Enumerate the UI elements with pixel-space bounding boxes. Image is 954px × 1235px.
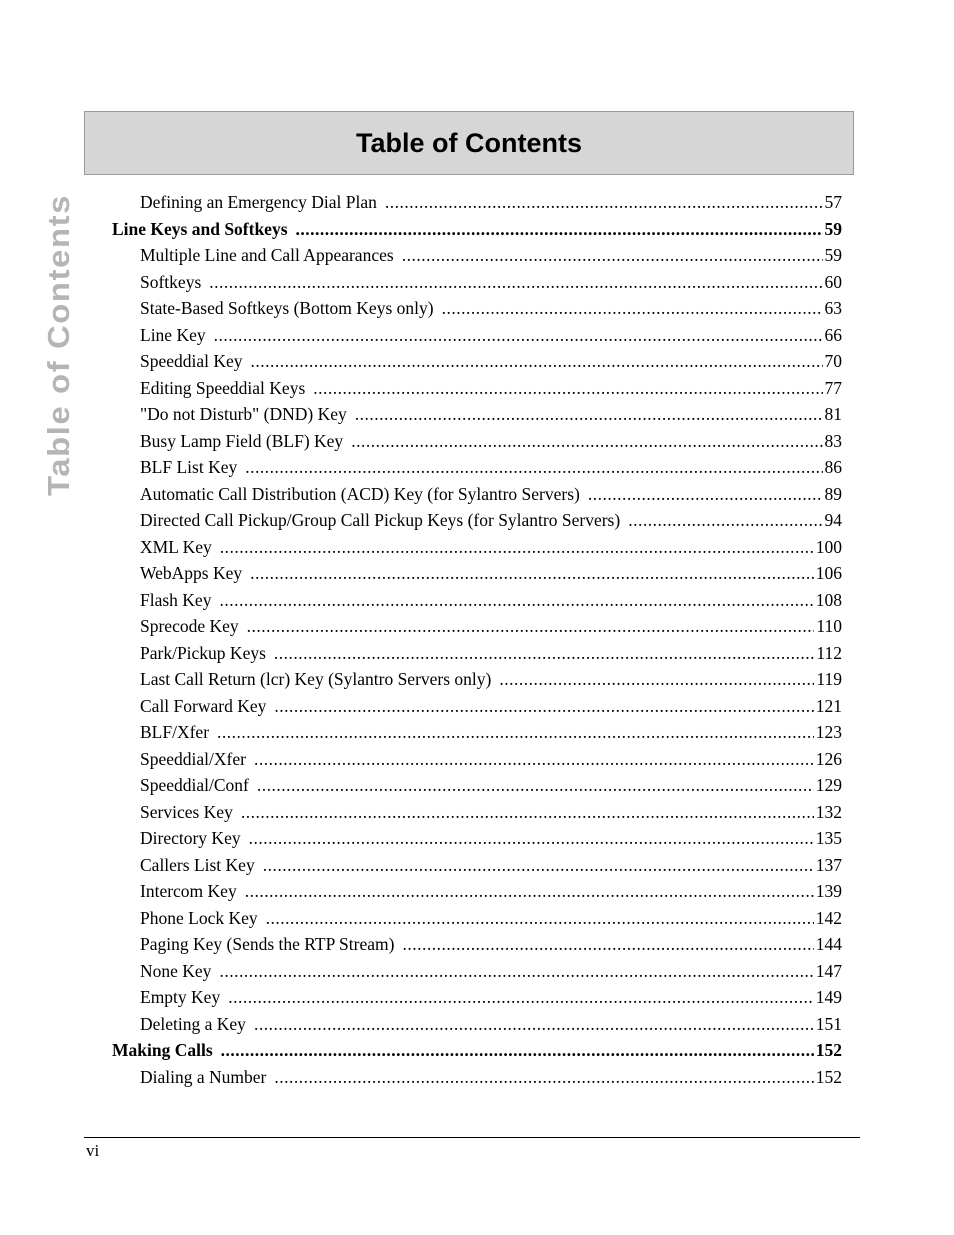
toc-dot-leader [245,878,814,905]
toc-dot-leader [266,905,814,932]
toc-dot-leader [241,799,814,826]
toc-entry-page: 142 [815,907,842,928]
toc-subsection-entry[interactable] [112,958,842,985]
toc-list [112,189,842,1090]
toc-dot-leader [355,401,823,428]
title-banner [84,111,854,175]
toc-entry-title: Dialing a Number [140,1066,267,1087]
toc-section-entry[interactable] [112,216,842,243]
toc-entry-title: Intercom Key [140,881,237,901]
toc-entry-title: None Key [140,960,212,981]
toc-dot-leader [220,534,814,561]
toc-dot-leader [247,613,815,640]
toc-dot-leader [209,269,822,296]
toc-entry-page: 137 [815,854,842,875]
toc-entry-page: 70 [824,351,842,371]
toc-subsection-entry[interactable] [112,1011,842,1038]
toc-entry-title: Empty Key [140,987,221,1007]
toc-entry-title: Directed Call Pickup/Group Call Pickup Keys (for Sylantro Servers) [140,510,621,530]
toc-entry-page: 119 [816,669,842,689]
toc-subsection-entry[interactable] [112,507,842,534]
toc-entry-page: 100 [815,536,842,557]
toc-subsection-entry[interactable] [112,534,842,561]
toc-subsection-entry[interactable] [112,852,842,879]
toc-entry-page: 151 [815,1013,842,1034]
toc-subsection-entry[interactable] [112,1064,842,1091]
toc-entry-page: 144 [815,934,842,954]
toc-subsection-entry[interactable] [112,825,842,852]
toc-entry-title: Softkeys [140,271,202,292]
toc-dot-leader [250,560,814,587]
toc-subsection-entry[interactable] [112,772,842,799]
toc-dot-leader [251,348,823,375]
toc-entry-page: 83 [824,430,842,451]
toc-subsection-entry[interactable] [112,640,842,667]
toc-entry-title: Paging Key (Sends the RTP Stream) [140,934,395,954]
toc-entry-title: Deleting a Key [140,1013,246,1034]
toc-entry-title: Multiple Line and Call Appearances [140,245,394,265]
toc-entry-title: Services Key [140,801,233,822]
toc-entry-title: Busy Lamp Field (BLF) Key [140,430,344,451]
toc-dot-leader [402,242,823,269]
page-title: Table of Contents [356,127,582,158]
toc-section-entry[interactable] [112,1037,842,1064]
toc-entry-title: Line Keys and Softkeys [112,218,288,239]
toc-dot-leader [385,189,823,216]
toc-dot-leader [402,931,813,958]
toc-entry-page: 123 [815,722,842,742]
toc-subsection-entry[interactable] [112,428,842,455]
toc-dot-leader [296,216,823,243]
toc-subsection-entry[interactable] [112,242,842,269]
toc-entry-page: 139 [815,881,842,901]
toc-subsection-entry[interactable] [112,322,842,349]
toc-entry-page: 77 [824,377,842,398]
toc-subsection-entry[interactable] [112,560,842,587]
toc-subsection-entry[interactable] [112,189,842,216]
toc-entry-title: Speeddial Key [140,351,243,371]
toc-entry-title: BLF/Xfer [140,722,210,742]
toc-subsection-entry[interactable] [112,693,842,720]
toc-entry-page: 106 [815,563,842,583]
toc-entry-title: Call Forward Key [140,695,267,716]
toc-entry-page: 129 [815,775,842,795]
toc-subsection-entry[interactable] [112,348,842,375]
toc-subsection-entry[interactable] [112,295,842,322]
toc-dot-leader [228,984,814,1011]
toc-entry-title: Callers List Key [140,854,255,875]
toc-dot-leader [274,640,814,667]
toc-entry-page: 57 [824,192,842,212]
toc-entry-title: XML Key [140,536,212,557]
toc-dot-leader [214,322,823,349]
toc-subsection-entry[interactable] [112,401,842,428]
toc-dot-leader [219,958,813,985]
toc-entry-page: 112 [816,642,842,663]
toc-subsection-entry[interactable] [112,666,842,693]
toc-subsection-entry[interactable] [112,719,842,746]
toc-entry-title: WebApps Key [140,563,243,583]
toc-dot-leader [274,693,813,720]
toc-dot-leader [499,666,814,693]
toc-dot-leader [274,1064,813,1091]
toc-entry-page: 135 [815,828,842,848]
footer-divider [84,1137,860,1138]
toc-entry-title: Speeddial/Xfer [140,748,246,769]
toc-subsection-entry[interactable] [112,375,842,402]
toc-entry-title: Flash Key [140,589,212,610]
toc-entry-page: 89 [824,483,842,504]
toc-entry-title: Defining an Emergency Dial Plan [140,192,377,212]
toc-dot-leader [254,1011,814,1038]
toc-entry-title: Sprecode Key [140,616,239,636]
toc-subsection-entry[interactable] [112,931,842,958]
toc-dot-leader [221,1037,814,1064]
toc-dot-leader [351,428,822,455]
toc-dot-leader [217,719,814,746]
toc-entry-page: 86 [824,457,842,477]
toc-entry-title: State-Based Softkeys (Bottom Keys only) [140,298,434,318]
toc-entry-title: Making Calls [112,1040,213,1060]
toc-entry-page: 59 [824,245,842,265]
toc-entry-title: Park/Pickup Keys [140,642,266,663]
toc-entry-title: Speeddial/Conf [140,775,249,795]
toc-entry-page: 132 [815,801,842,822]
toc-entry-title: BLF List Key [140,457,238,477]
toc-entry-title: Line Key [140,324,206,345]
toc-subsection-entry[interactable] [112,613,842,640]
toc-entry-page: 126 [815,748,842,769]
toc-dot-leader [442,295,823,322]
toc-entry-page: 149 [815,987,842,1007]
toc-entry-title: Phone Lock Key [140,907,258,928]
toc-entry-page: 94 [824,510,842,530]
toc-dot-leader [254,746,814,773]
toc-entry-title: Editing Speeddial Keys [140,377,306,398]
toc-dot-leader [249,825,814,852]
toc-entry-page: 66 [824,324,842,345]
toc-entry-title: "Do not Disturb" (DND) Key [140,404,347,424]
toc-subsection-entry[interactable] [112,587,842,614]
side-tab-text: Table of Contents [41,211,76,496]
toc-entry-page: 110 [816,616,842,636]
toc-dot-leader [219,587,813,614]
toc-dot-leader [263,852,814,879]
side-tab-label [38,190,78,500]
toc-subsection-entry[interactable] [112,746,842,773]
toc-subsection-entry[interactable] [112,481,842,508]
toc-entry-page: 63 [824,298,842,318]
toc-subsection-entry[interactable] [112,878,842,905]
footer-page-number: vi [86,1141,100,1160]
toc-entry-page: 60 [824,271,842,292]
toc-entry-page: 81 [824,404,842,424]
toc-dot-leader [257,772,814,799]
toc-subsection-entry[interactable] [112,799,842,826]
toc-dot-leader [245,454,822,481]
toc-entry-title: Last Call Return (lcr) Key (Sylantro Servers only) [140,669,492,689]
toc-entry-page: 152 [815,1040,842,1060]
toc-subsection-entry[interactable] [112,905,842,932]
toc-dot-leader [588,481,823,508]
toc-entry-page: 108 [815,589,842,610]
toc-entry-title: Directory Key [140,828,241,848]
toc-subsection-entry[interactable] [112,269,842,296]
toc-entry-page: 59 [824,218,842,239]
toc-entry-page: 147 [815,960,842,981]
toc-subsection-entry[interactable] [112,984,842,1011]
toc-dot-leader [628,507,822,534]
toc-dot-leader [313,375,822,402]
toc-entry-page: 152 [815,1066,842,1087]
toc-entry-title: Automatic Call Distribution (ACD) Key (for Sylantro Servers) [140,483,580,504]
toc-entry-page: 121 [815,695,842,716]
toc-subsection-entry[interactable] [112,454,842,481]
